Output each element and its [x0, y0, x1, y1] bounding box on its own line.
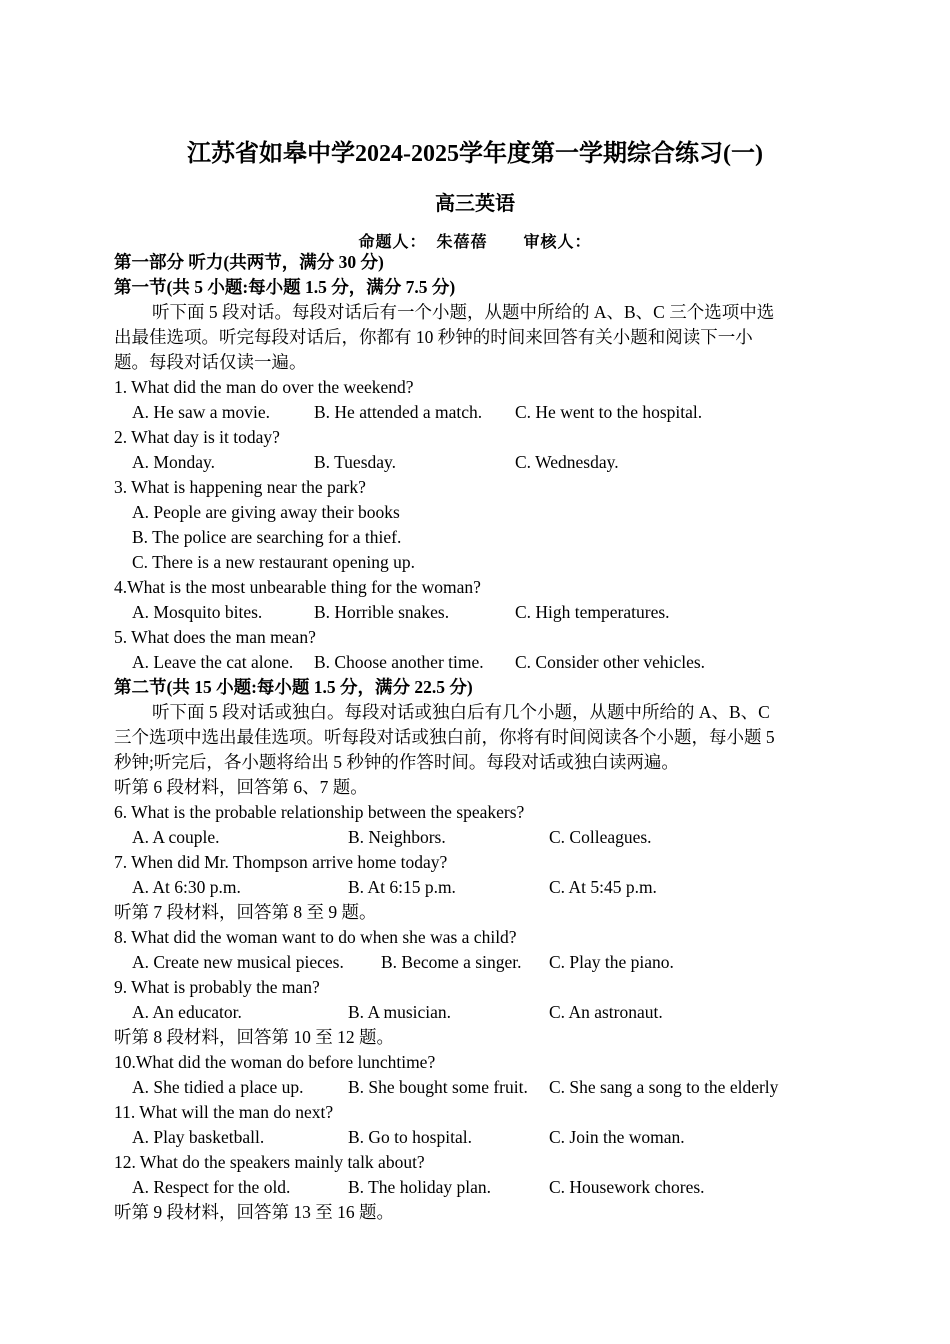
question-stem: 6. What is the probable relationship between the speakers? [114, 802, 525, 822]
option-b: B. Go to hospital. [348, 1127, 472, 1147]
option-c: C. Join the woman. [549, 1127, 685, 1147]
option-c: C. Housework chores. [549, 1177, 705, 1197]
option-b: B. At 6:15 p.m. [348, 877, 456, 897]
exam-subtitle: 高三英语 [435, 193, 515, 215]
option-c: C. Play the piano. [549, 952, 674, 972]
option-a: A. A couple. [132, 827, 220, 847]
option-c: C. Wednesday. [515, 452, 619, 472]
option-a: A. An educator. [132, 1002, 242, 1022]
option-b: B. He attended a match. [314, 402, 483, 422]
option-b: B. A musician. [348, 1002, 452, 1022]
option-a: A. Mosquito bites. [132, 602, 263, 622]
option-b: B. Tuesday. [314, 452, 397, 472]
option-c: C. At 5:45 p.m. [549, 877, 657, 897]
author-label: 命题人： [358, 234, 427, 251]
option-b: B. The police are searching for a thief. [132, 527, 402, 547]
part1-heading: 第一部分 听力(共两节，满分 30 分) [114, 252, 384, 272]
author-line [0, 229, 950, 252]
section1-heading: 第一节(共 5 小题:每小题 1.5 分，满分 7.5 分) [114, 277, 456, 297]
option-b: B. Become a singer. [381, 952, 522, 972]
question-stem: 4.What is the most unbearable thing for the woman? [114, 577, 481, 597]
option-a: A. At 6:30 p.m. [132, 877, 241, 897]
question-stem: 8. What did the woman want to do when she was a child? [114, 927, 517, 947]
reviewer-label: 审核人： [523, 234, 592, 251]
material-note: 听第 8 段材料，回答第 10 至 12 题。 [114, 1027, 394, 1047]
option-c: C. She sang a song to the elderly [549, 1077, 779, 1097]
option-a: A. Leave the cat alone. [132, 652, 294, 672]
option-c: C. Colleagues. [549, 827, 652, 847]
question-stem: 11. What will the man do next? [114, 1102, 334, 1122]
material-note: 听第 9 段材料，回答第 13 至 16 题。 [114, 1202, 394, 1222]
section2-instruction: 听下面 5 段对话或独白。每段对话或独白后有几个小题，从题中所给的 A、B、C [152, 702, 770, 722]
option-c: C. An astronaut. [549, 1002, 663, 1022]
option-b: B. The holiday plan. [348, 1177, 492, 1197]
option-b: B. Choose another time. [314, 652, 484, 672]
question-stem: 5. What does the man mean? [114, 627, 316, 647]
author-name: 朱蓓蓓 [436, 234, 488, 251]
question-stem: 12. What do the speakers mainly talk about? [114, 1152, 425, 1172]
option-b: B. Neighbors. [348, 827, 446, 847]
exam-title: 江苏省如皋中学2024-2025学年度第一学期综合练习(一) [187, 141, 763, 167]
question-stem: 1. What did the man do over the weekend? [114, 377, 414, 397]
section2-instruction: 三个选项中选出最佳选项。听每段对话或独白前，你将有时间阅读各个小题，每小题 5 [114, 727, 775, 747]
option-c: C. He went to the hospital. [515, 402, 703, 422]
option-b: B. Horrible snakes. [314, 602, 450, 622]
material-note: 听第 6 段材料，回答第 6、7 题。 [114, 777, 368, 797]
option-c: C. High temperatures. [515, 602, 670, 622]
question-stem: 10.What did the woman do before lunchtime? [114, 1052, 436, 1072]
option-c: C. There is a new restaurant opening up. [132, 552, 415, 572]
material-note: 听第 7 段材料，回答第 8 至 9 题。 [114, 902, 377, 922]
option-c: C. Consider other vehicles. [515, 652, 706, 672]
section1-instruction: 听下面 5 段对话。每段对话后有一个小题，从题中所给的 A、B、C 三个选项中选 [152, 302, 775, 322]
option-a: A. He saw a movie. [132, 402, 271, 422]
question-stem: 7. When did Mr. Thompson arrive home today? [114, 852, 448, 872]
option-a: A. Monday. [132, 452, 215, 472]
question-stem: 3. What is happening near the park? [114, 477, 366, 497]
question-stem: 9. What is probably the man? [114, 977, 320, 997]
question-stem: 2. What day is it today? [114, 427, 280, 447]
option-a: A. People are giving away their books [132, 502, 400, 522]
option-a: A. She tidied a place up. [132, 1077, 304, 1097]
section1-instruction: 题。每段对话仅读一遍。 [114, 352, 307, 372]
option-a: A. Create new musical pieces. [132, 952, 344, 972]
option-a: A. Respect for the old. [132, 1177, 291, 1197]
option-a: A. Play basketball. [132, 1127, 265, 1147]
section1-instruction: 出最佳选项。听完每段对话后，你都有 10 秒钟的时间来回答有关小题和阅读下一小 [114, 327, 753, 347]
option-b: B. She bought some fruit. [348, 1077, 528, 1097]
section2-heading: 第二节(共 15 小题:每小题 1.5 分，满分 22.5 分) [114, 677, 473, 697]
section2-instruction: 秒钟;听完后，各小题将给出 5 秒钟的作答时间。每段对话或独白读两遍。 [114, 752, 679, 772]
